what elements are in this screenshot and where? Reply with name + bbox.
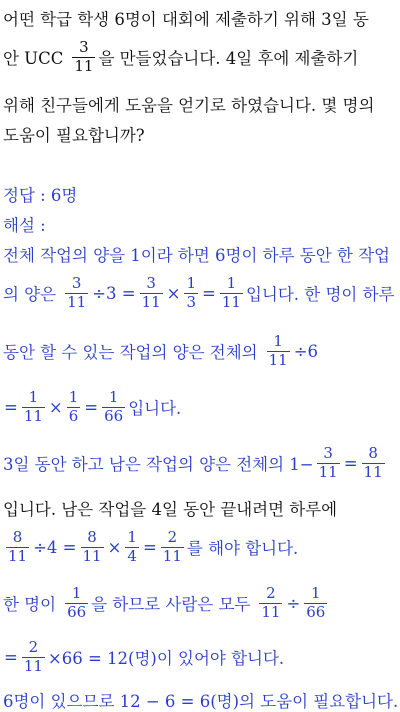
fraction: $\frac{3}{11}$: [318, 444, 338, 481]
math-operator: =: [4, 397, 18, 417]
fraction: $\frac{1}{6}$: [68, 388, 79, 425]
problem-line-4: [3, 122, 400, 146]
fraction: $\frac{8}{11}$: [82, 528, 102, 565]
explanation-line-4: [3, 390, 400, 425]
fraction: $\frac{2}{11}$: [261, 584, 281, 621]
math-operator: ÷: [286, 593, 301, 613]
explanation-text: 전체 작업의 양을 1이라 하면 6명이 하루 동안 한 작업: [3, 246, 390, 265]
explanation-line-9: [3, 640, 400, 675]
math-operator: =: [202, 283, 216, 303]
fraction: $\frac{2}{11}$: [162, 528, 182, 565]
problem-text: 위해 친구들에게 도움을 얻기로 하였습니다. 몇 명의: [3, 96, 375, 115]
fraction: $\frac{2}{11}$: [23, 638, 43, 675]
explanation-line-8: [3, 586, 400, 621]
math-operator: ÷4 =: [33, 537, 77, 557]
explanation-text: 를 해야 합니다.: [186, 539, 299, 559]
explanation-line-1: [3, 242, 400, 266]
explanation-text: 을 하므로 사람은 모두: [91, 595, 251, 615]
fraction: $\frac{1}{11}$: [268, 332, 288, 369]
answer-label: 정답 : 6명: [3, 186, 78, 205]
math-operator: =: [142, 537, 157, 557]
explanation-label-line: [3, 212, 400, 236]
fraction: 1 66: [67, 584, 87, 621]
answer-line: [3, 182, 400, 206]
math-operator: ×: [48, 397, 63, 417]
fraction: $\frac{8}{11}$: [8, 528, 28, 565]
math-operator: =: [4, 647, 18, 667]
problem-text: 도움이 필요합니까?: [3, 126, 145, 145]
problem-text: 안 UCC: [3, 49, 64, 69]
problem-line-3: [3, 92, 400, 116]
explanation-text: 입니다. 남은 작업을 4일 동안 끝내려면 하루에: [3, 500, 338, 519]
problem-line-1: [3, 6, 400, 30]
explanation-label: 해설 :: [3, 216, 46, 235]
fraction: $\frac{1}{66}$: [104, 388, 124, 425]
math-operator: =: [84, 397, 99, 417]
explanation-line-6: [3, 496, 400, 520]
explanation-line-5: [3, 446, 400, 481]
fraction: $\frac{1}{11}$: [221, 274, 241, 311]
math-operator: ×: [166, 283, 181, 303]
fraction: $\frac{1}{11}$: [23, 388, 43, 425]
explanation-text: 6명이 있으므로 12 − 6 = 6(명)의 도움이 필요합니다.: [3, 692, 399, 711]
explanation-line-3: [3, 334, 400, 369]
fraction: 3 11: [74, 38, 94, 75]
math-operator: =: [343, 453, 358, 473]
math-operator: ÷3 =: [92, 283, 136, 303]
fraction: $\frac{3}{11}$: [67, 274, 87, 311]
explanation-line-10: [3, 688, 400, 712]
fraction: $\frac{1}{66}$: [306, 584, 326, 621]
explanation-text: 의 양은: [3, 285, 57, 305]
explanation-line-7: [3, 530, 400, 565]
fraction: $\frac{8}{11}$: [363, 444, 383, 481]
fraction: $\frac{3}{11}$: [141, 274, 161, 311]
fraction: $\frac{1}{4}$: [127, 528, 137, 565]
math-operator: ×: [107, 537, 122, 557]
explanation-line-2: [3, 276, 400, 311]
explanation-text: ×66 = 12(명)이 있어야 합니다.: [47, 649, 285, 669]
explanation-text: 입니다. 한 명이 하루: [245, 285, 395, 305]
explanation-text: 한 명이: [3, 595, 57, 615]
explanation-text: 동안 할 수 있는 작업의 양은 전체의: [3, 343, 258, 363]
math-operator: ÷6: [293, 341, 319, 361]
problem-text: 을 만들었습니다. 4일 후에 제출하기: [98, 49, 359, 69]
problem-text: 어떤 학급 학생 6명이 대회에 제출하기 위해 3일 동: [3, 10, 369, 29]
explanation-text: 3일 동안 하고 남은 작업의 양은 전체의 1−: [3, 455, 314, 475]
explanation-text: 입니다.: [128, 399, 182, 419]
problem-line-2: [3, 40, 400, 75]
fraction: $\frac{1}{3}$: [186, 274, 197, 311]
